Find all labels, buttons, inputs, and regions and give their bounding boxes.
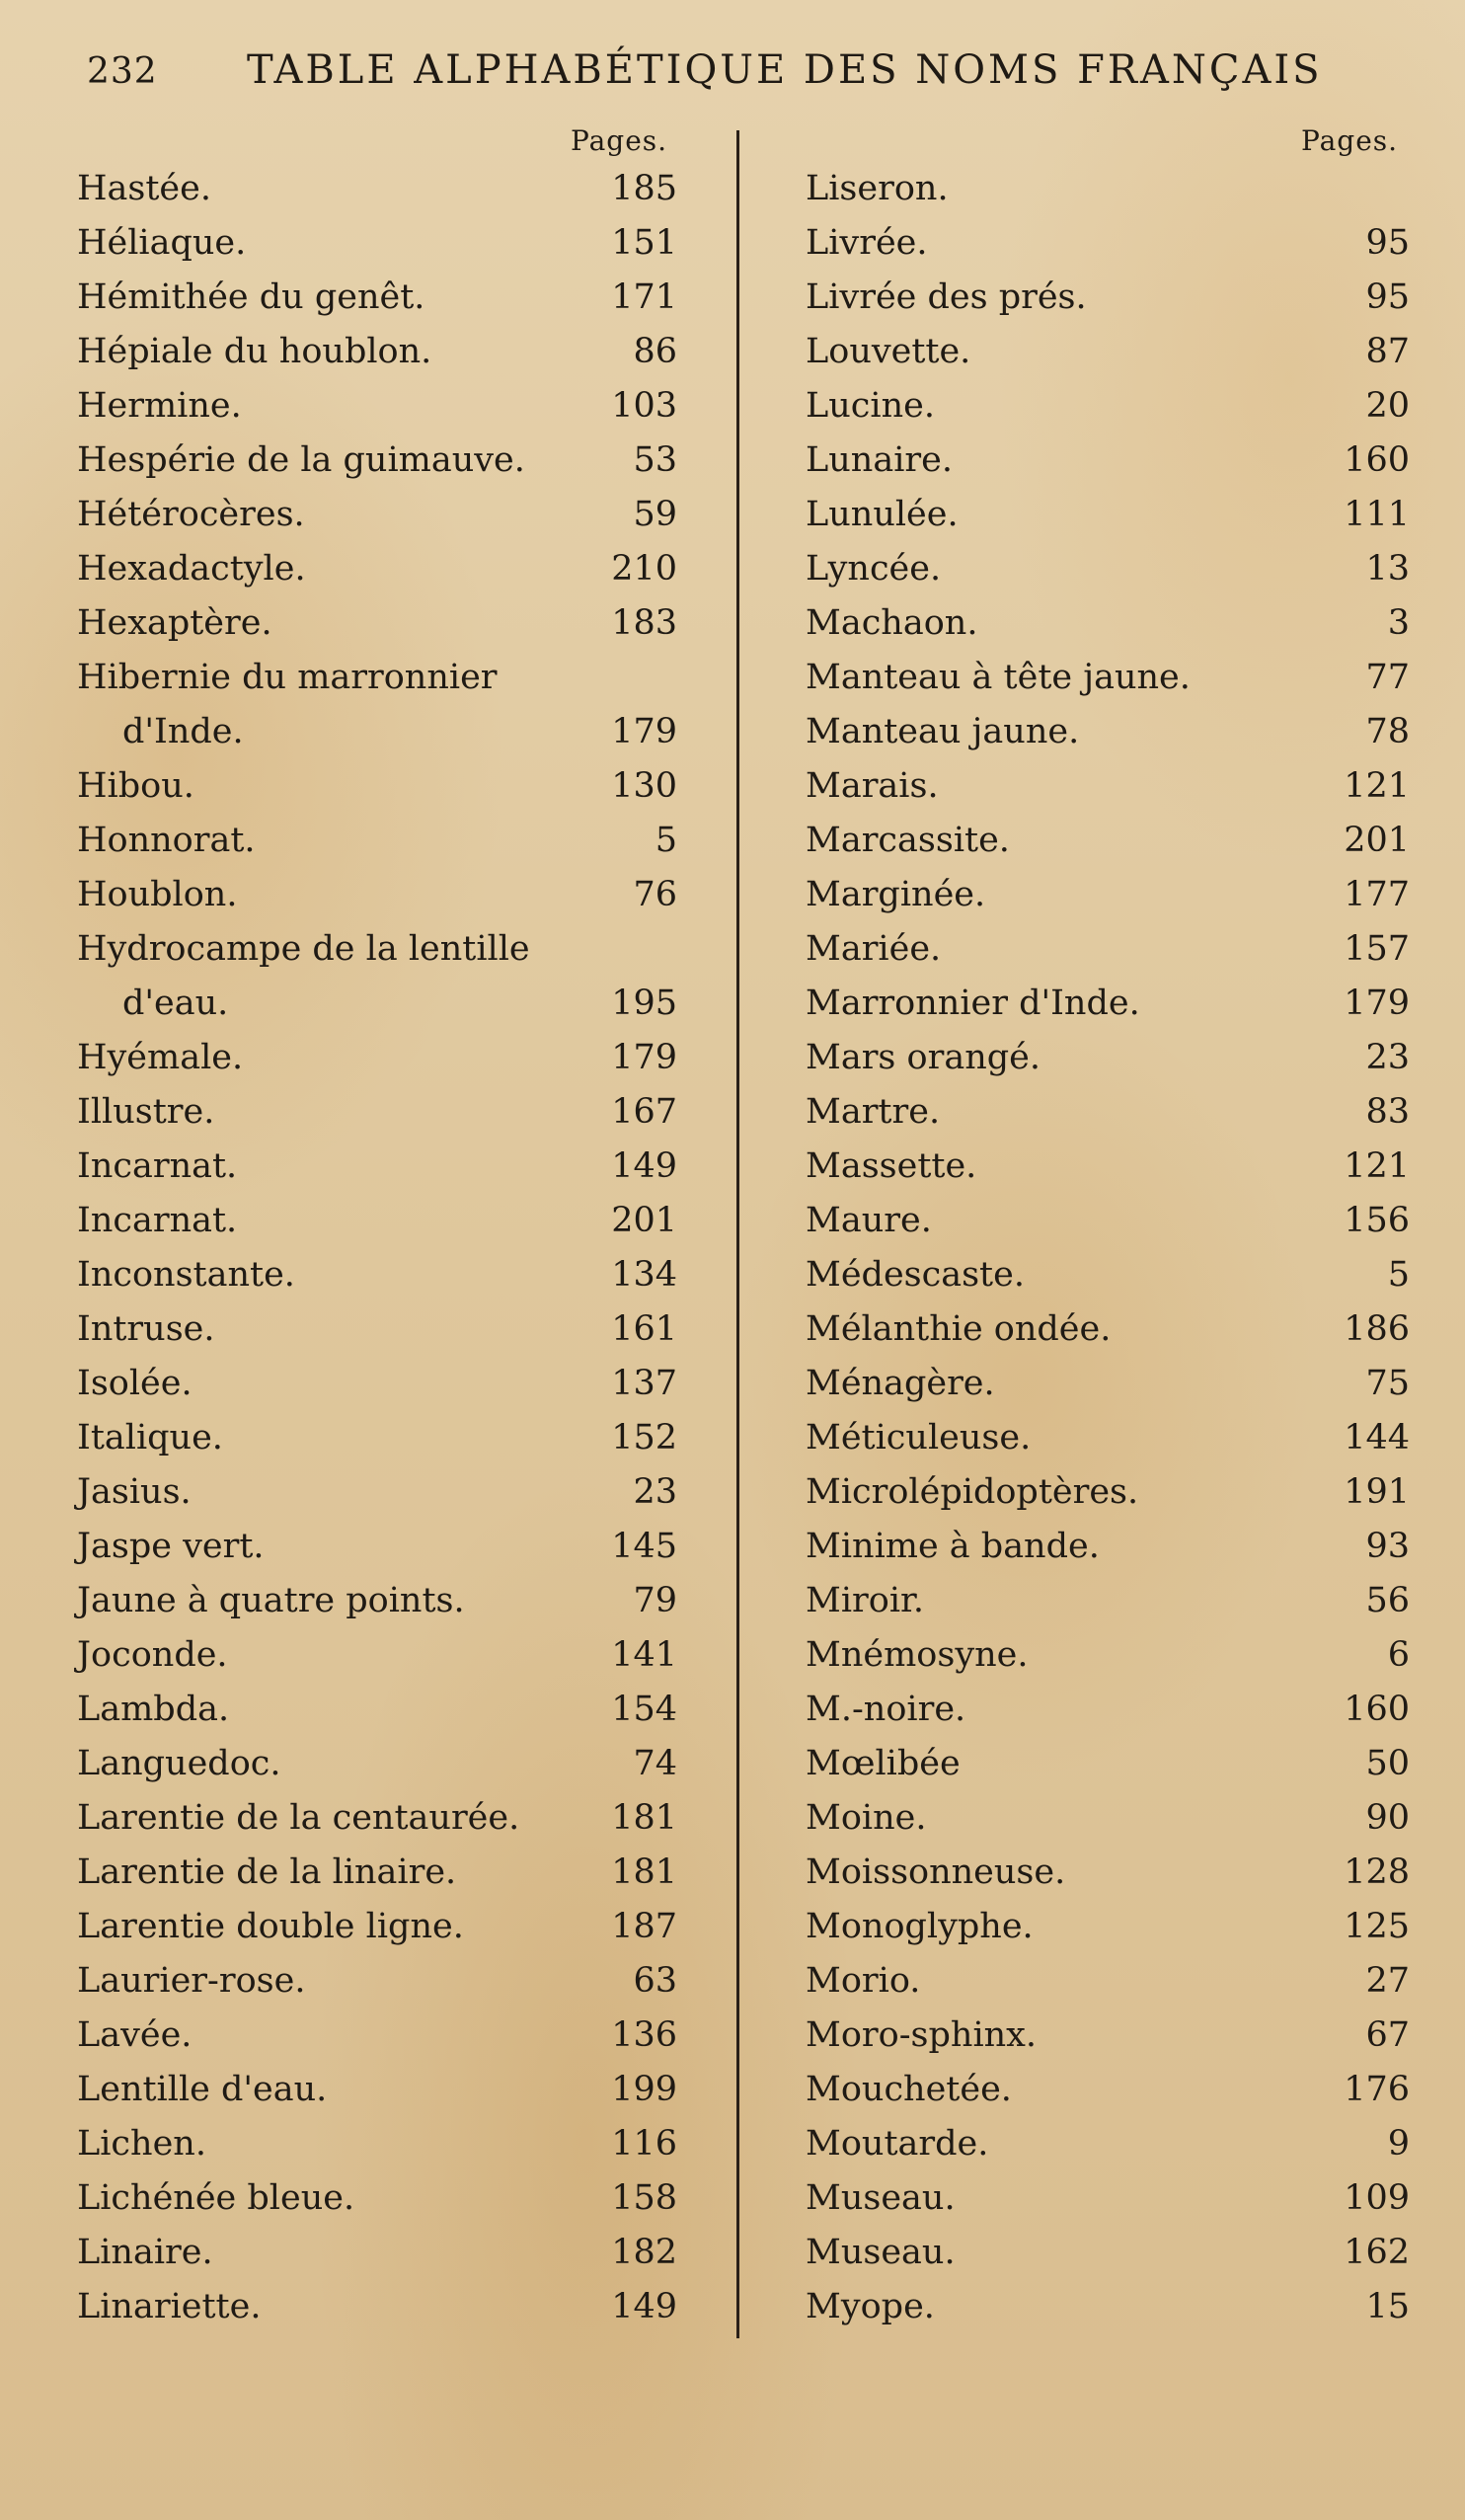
entry-name: Microlépidoptères. [806,1472,1139,1512]
entry-name: Illustre. [77,1092,215,1132]
index-entry [77,1737,677,1791]
index-entry [806,2063,1410,2117]
index-entry [806,162,1410,216]
entry-name: Hexaptère. [77,603,272,643]
index-entry [77,868,677,922]
index-entry [77,379,677,433]
entry-page: 162 [1344,2233,1410,2272]
entry-page: 121 [1344,1146,1410,1186]
entry-name: Hexadactyle. [77,549,306,589]
index-entry [77,2063,677,2117]
entry-name: Mariée. [806,929,942,969]
entry-name: Moutarde. [806,2124,989,2164]
index-entry [77,1520,677,1574]
entry-name: Morio. [806,1961,921,2001]
index-entry [77,271,677,325]
entry-page: 181 [611,1852,677,1892]
index-entry [77,1140,677,1194]
index-entry [77,1465,677,1520]
index-entry [806,325,1410,379]
entry-page: 56 [1365,1581,1410,1620]
index-entry [77,2226,677,2280]
index-entry [806,705,1410,759]
index-entry [77,596,677,651]
index-entry [77,2117,677,2171]
index-entry [77,759,677,814]
entry-page: 145 [611,1527,677,1566]
entry-page: 95 [1365,223,1410,263]
index-entry [806,2008,1410,2063]
entry-page: 171 [611,277,677,317]
index-entry [806,1791,1410,1846]
index-entry [77,814,677,868]
entry-page: 23 [1365,1038,1410,1077]
entry-page: 182 [611,2233,677,2272]
index-entry [806,2171,1410,2226]
index-entry [806,596,1410,651]
index-entry [77,977,677,1031]
entry-name: Lentille d'eau. [77,2070,328,2109]
entry-name: Médescaste. [806,1255,1025,1295]
index-entry [806,1683,1410,1737]
entry-name: Hastée. [77,169,211,208]
index-entry [806,977,1410,1031]
index-entry [77,1900,677,1954]
entry-page: 83 [1365,1092,1410,1132]
entry-name: Mélanthie ondée. [806,1309,1112,1349]
entry-name: d'eau. [122,984,229,1023]
pages-column-head-left: Pages. [571,124,668,157]
entry-page: 87 [1365,332,1410,371]
entry-page: 191 [1344,1472,1410,1512]
index-entry [806,651,1410,705]
index-entry [77,1791,677,1846]
entry-page: 137 [611,1364,677,1403]
entry-name: Larentie double ligne. [77,1907,464,1946]
entry-page: 151 [611,223,677,263]
entry-name: Ménagère. [806,1364,995,1403]
entry-name: Larentie de la centaurée. [77,1798,520,1838]
index-entry [806,1900,1410,1954]
index-entry [77,542,677,596]
entry-page: 75 [1365,1364,1410,1403]
entry-page: 116 [611,2124,677,2164]
entry-name: Mouchetée. [806,2070,1012,2109]
entry-name: Jaspe vert. [77,1527,265,1566]
index-entry [77,216,677,271]
entry-page: 149 [611,1146,677,1186]
index-entry [77,1085,677,1140]
index-entry [77,922,677,977]
entry-page: 160 [1344,1690,1410,1729]
entry-name: Massette. [806,1146,977,1186]
index-entry [77,433,677,488]
entry-page: 9 [1387,2124,1410,2164]
entry-page: 79 [633,1581,677,1620]
entry-page: 130 [611,766,677,806]
entry-name: Marronnier d'Inde. [806,984,1140,1023]
index-entry [806,1357,1410,1411]
entry-name: Moine. [806,1798,927,1838]
entry-name: Hépiale du houblon. [77,332,432,371]
entry-name: Louvette. [806,332,971,371]
index-entry [77,1574,677,1628]
entry-page: 154 [611,1690,677,1729]
entry-page: 20 [1365,386,1410,426]
entry-page: 67 [1365,2015,1410,2055]
entry-name: Marginée. [806,875,986,914]
entry-name: Liseron. [806,169,949,208]
entry-page: 186 [1344,1309,1410,1349]
entry-name: Languedoc. [77,1744,281,1783]
index-entry [77,1411,677,1465]
entry-name: Joconde. [77,1635,228,1675]
index-entry [77,1683,677,1737]
index-entry [806,1954,1410,2008]
entry-name: Honnorat. [77,821,256,860]
entry-page: 177 [1344,875,1410,914]
index-entry [806,1411,1410,1465]
entry-page: 144 [1344,1418,1410,1457]
entry-name: Hibernie du marronnier [77,658,498,697]
entry-page: 157 [1344,929,1410,969]
entry-name: d'Inde. [122,712,244,751]
page-number: 232 [87,51,158,92]
entry-page: 74 [633,1744,677,1783]
entry-page: 199 [611,2070,677,2109]
entry-name: Italique. [77,1418,223,1457]
entry-page: 6 [1387,1635,1410,1675]
entry-page: 161 [611,1309,677,1349]
entry-name: Hétérocères. [77,495,305,534]
entry-name: Lavée. [77,2015,193,2055]
entry-name: Mnémosyne. [806,1635,1029,1675]
entry-name: Moro-sphinx. [806,2015,1038,2055]
index-entry [806,2280,1410,2334]
entry-page: 210 [611,549,677,589]
entry-name: Jasius. [77,1472,192,1512]
entry-page: 156 [1344,1201,1410,1240]
entry-name: Linaire. [77,2233,213,2272]
index-entry [806,379,1410,433]
entry-page: 136 [611,2015,677,2055]
index-entry [806,2226,1410,2280]
index-entry [77,1846,677,1900]
entry-page: 201 [1344,821,1410,860]
entry-page: 76 [633,875,677,914]
entry-name: Machaon. [806,603,978,643]
entry-name: Marais. [806,766,939,806]
entry-page: 149 [611,2287,677,2326]
entry-page: 167 [611,1092,677,1132]
index-entry [806,1031,1410,1085]
index-entry [77,1954,677,2008]
entry-name: Laurier-rose. [77,1961,306,2001]
entry-page: 5 [655,821,677,860]
index-entry [806,1628,1410,1683]
entry-name: Monoglyphe. [806,1907,1034,1946]
entry-name: Houblon. [77,875,238,914]
index-entry [77,1357,677,1411]
index-entry [806,1574,1410,1628]
entry-name: Isolée. [77,1364,193,1403]
entry-page: 90 [1365,1798,1410,1838]
entry-name: Myope. [806,2287,935,2326]
entry-name: Héliaque. [77,223,247,263]
entry-name: Méticuleuse. [806,1418,1032,1457]
entry-name: Martre. [806,1092,941,1132]
column-divider [736,130,739,2338]
index-column-right [806,162,1410,2334]
entry-page: 93 [1365,1527,1410,1566]
index-entry [806,868,1410,922]
index-entry [806,1846,1410,1900]
entry-name: Intruse. [77,1309,215,1349]
pages-column-head-right: Pages. [1301,124,1399,157]
entry-name: Miroir. [806,1581,925,1620]
index-entry [77,488,677,542]
entry-name: Minime à bande. [806,1527,1100,1566]
entry-name: Mars orangé. [806,1038,1041,1077]
entry-page: 179 [611,1038,677,1077]
index-entry [806,814,1410,868]
entry-page: 3 [1387,603,1410,643]
entry-page: 176 [1344,2070,1410,2109]
entry-page: 109 [1344,2178,1410,2218]
entry-name: Linariette. [77,2287,262,2326]
index-entry [806,2117,1410,2171]
index-entry [77,1248,677,1302]
entry-name: Hespérie de la guimauve. [77,440,525,480]
entry-page: 50 [1365,1744,1410,1783]
entry-name: Lambda. [77,1690,230,1729]
index-entry [806,542,1410,596]
entry-name: Marcassite. [806,821,1010,860]
index-entry [806,1140,1410,1194]
entry-name: Lunulée. [806,495,959,534]
index-entry [77,1031,677,1085]
entry-name: Mœlibée [806,1744,961,1783]
index-entry [77,162,677,216]
index-column-left [77,162,677,2334]
entry-page: 77 [1365,658,1410,697]
entry-name: Hibou. [77,766,194,806]
entry-name: Manteau jaune. [806,712,1080,751]
entry-page: 13 [1365,549,1410,589]
index-entry [77,651,677,705]
entry-page: 121 [1344,766,1410,806]
index-entry [77,1628,677,1683]
entry-name: Lichen. [77,2124,206,2164]
entry-page: 53 [633,440,677,480]
index-entry [806,433,1410,488]
index-entry [806,1085,1410,1140]
index-entry [77,325,677,379]
entry-page: 125 [1344,1907,1410,1946]
entry-page: 181 [611,1798,677,1838]
entry-name: Museau. [806,2178,956,2218]
entry-page: 158 [611,2178,677,2218]
entry-name: Lunaire. [806,440,953,480]
entry-name: Livrée. [806,223,928,263]
entry-page: 111 [1344,495,1410,534]
entry-page: 201 [611,1201,677,1240]
index-entry [806,1737,1410,1791]
entry-name: Manteau à tête jaune. [806,658,1191,697]
index-entry [77,2280,677,2334]
index-entry [806,488,1410,542]
index-entry [77,1194,677,1248]
index-entry [806,1248,1410,1302]
entry-name: Lichénée bleue. [77,2178,355,2218]
running-head: TABLE ALPHABÉTIQUE DES NOMS FRANÇAIS [247,47,1323,93]
index-entry [806,1520,1410,1574]
entry-page: 195 [611,984,677,1023]
entry-page: 63 [633,1961,677,2001]
index-entry [806,216,1410,271]
index-entry [806,1465,1410,1520]
entry-page: 103 [611,386,677,426]
entry-name: Livrée des prés. [806,277,1087,317]
index-entry [806,922,1410,977]
index-entry [77,705,677,759]
entry-name: Jaune à quatre points. [77,1581,465,1620]
entry-name: Larentie de la linaire. [77,1852,457,1892]
entry-name: Lyncée. [806,549,942,589]
entry-page: 179 [1344,984,1410,1023]
entry-name: Hyémale. [77,1038,244,1077]
entry-page: 152 [611,1418,677,1457]
entry-page: 86 [633,332,677,371]
entry-name: Museau. [806,2233,956,2272]
entry-name: Lucine. [806,386,935,426]
entry-page: 27 [1365,1961,1410,2001]
index-entry [806,759,1410,814]
entry-name: Moissonneuse. [806,1852,1066,1892]
entry-name: Incarnat. [77,1146,238,1186]
entry-page: 185 [611,169,677,208]
entry-page: 183 [611,603,677,643]
index-entry [806,1194,1410,1248]
entry-page: 15 [1365,2287,1410,2326]
entry-page: 128 [1344,1852,1410,1892]
index-entry [77,1302,677,1357]
entry-name: Incarnat. [77,1201,238,1240]
entry-name: Hémithée du genêt. [77,277,425,317]
entry-name: M.-noire. [806,1690,966,1729]
entry-page: 5 [1387,1255,1410,1295]
entry-page: 95 [1365,277,1410,317]
entry-name: Inconstante. [77,1255,295,1295]
entry-name: Hermine. [77,386,242,426]
entry-name: Hydrocampe de la lentille [77,929,530,969]
entry-page: 160 [1344,440,1410,480]
index-entry [77,2171,677,2226]
entry-page: 141 [611,1635,677,1675]
entry-page: 134 [611,1255,677,1295]
entry-name: Maure. [806,1201,932,1240]
entry-page: 78 [1365,712,1410,751]
index-entry [77,2008,677,2063]
entry-page: 59 [633,495,677,534]
entry-page: 23 [633,1472,677,1512]
entry-page: 187 [611,1907,677,1946]
index-entry [806,271,1410,325]
index-entry [806,1302,1410,1357]
entry-page: 179 [611,712,677,751]
